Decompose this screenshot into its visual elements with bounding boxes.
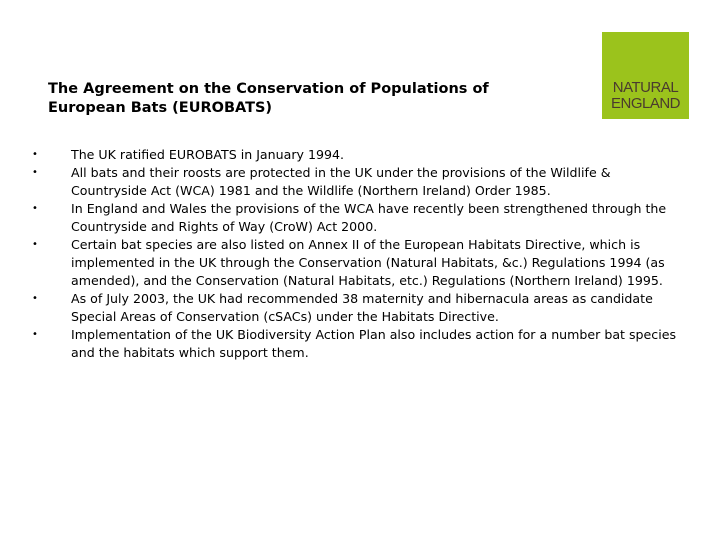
bullet-item	[30, 164, 690, 200]
bullet-dot-icon: •	[32, 203, 38, 214]
bullet-item	[30, 236, 690, 290]
bullet-text: Implementation of the UK Biodiversity Action Plan also includes action for a number bat species and the habitats which support them.	[71, 327, 677, 360]
bullet-text: As of July 2003, the UK had recommended 38 maternity and hibernacula areas as candidate Special Areas of Conservation (cSACs) under the Habitats Directive.	[71, 291, 653, 324]
bullet-text: All bats and their roosts are protected in the UK under the provisions of the Wildlife & Countryside Act (WCA) 1981 and the Wildlife (Northern Ireland) Order 1985.	[71, 165, 611, 198]
bullet-dot-icon: •	[32, 239, 38, 250]
bullet-item	[30, 200, 690, 236]
natural-england-logo	[602, 32, 689, 119]
logo-text	[602, 80, 689, 112]
bullet-dot-icon: •	[32, 149, 38, 160]
bullet-dot-icon: •	[32, 167, 38, 178]
bullet-text: The UK ratified EUROBATS in January 1994.	[71, 147, 345, 162]
bullet-item	[30, 326, 690, 362]
bullet-text: Certain bat species are also listed on Annex II of the European Habitats Directive, which is implemented in the UK through the Conservation (Natural Habitats, &c.) Regulations 1994 (as amended), and the Conservation (Natural Habitats, etc.) Regulations (Northern Ireland) 1995.	[71, 237, 665, 288]
logo-text-line-2: ENGLAND	[610, 95, 681, 112]
bullet-item	[30, 146, 690, 164]
bullet-text: In England and Wales the provisions of the WCA have recently been strengthened through the Countryside and Rights of Way (CroW) Act 2000.	[71, 201, 667, 234]
slide-title-line-1: The Agreement on the Conservation of Populations of	[48, 81, 489, 97]
slide-title	[48, 80, 568, 118]
bullet-list	[30, 146, 690, 362]
bullet-dot-icon: •	[32, 293, 38, 304]
bullet-dot-icon: •	[32, 329, 38, 340]
slide-title-line-2: European Bats (EUROBATS)	[48, 100, 273, 116]
bullet-item	[30, 290, 690, 326]
logo-text-line-1: NATURAL	[612, 79, 679, 96]
